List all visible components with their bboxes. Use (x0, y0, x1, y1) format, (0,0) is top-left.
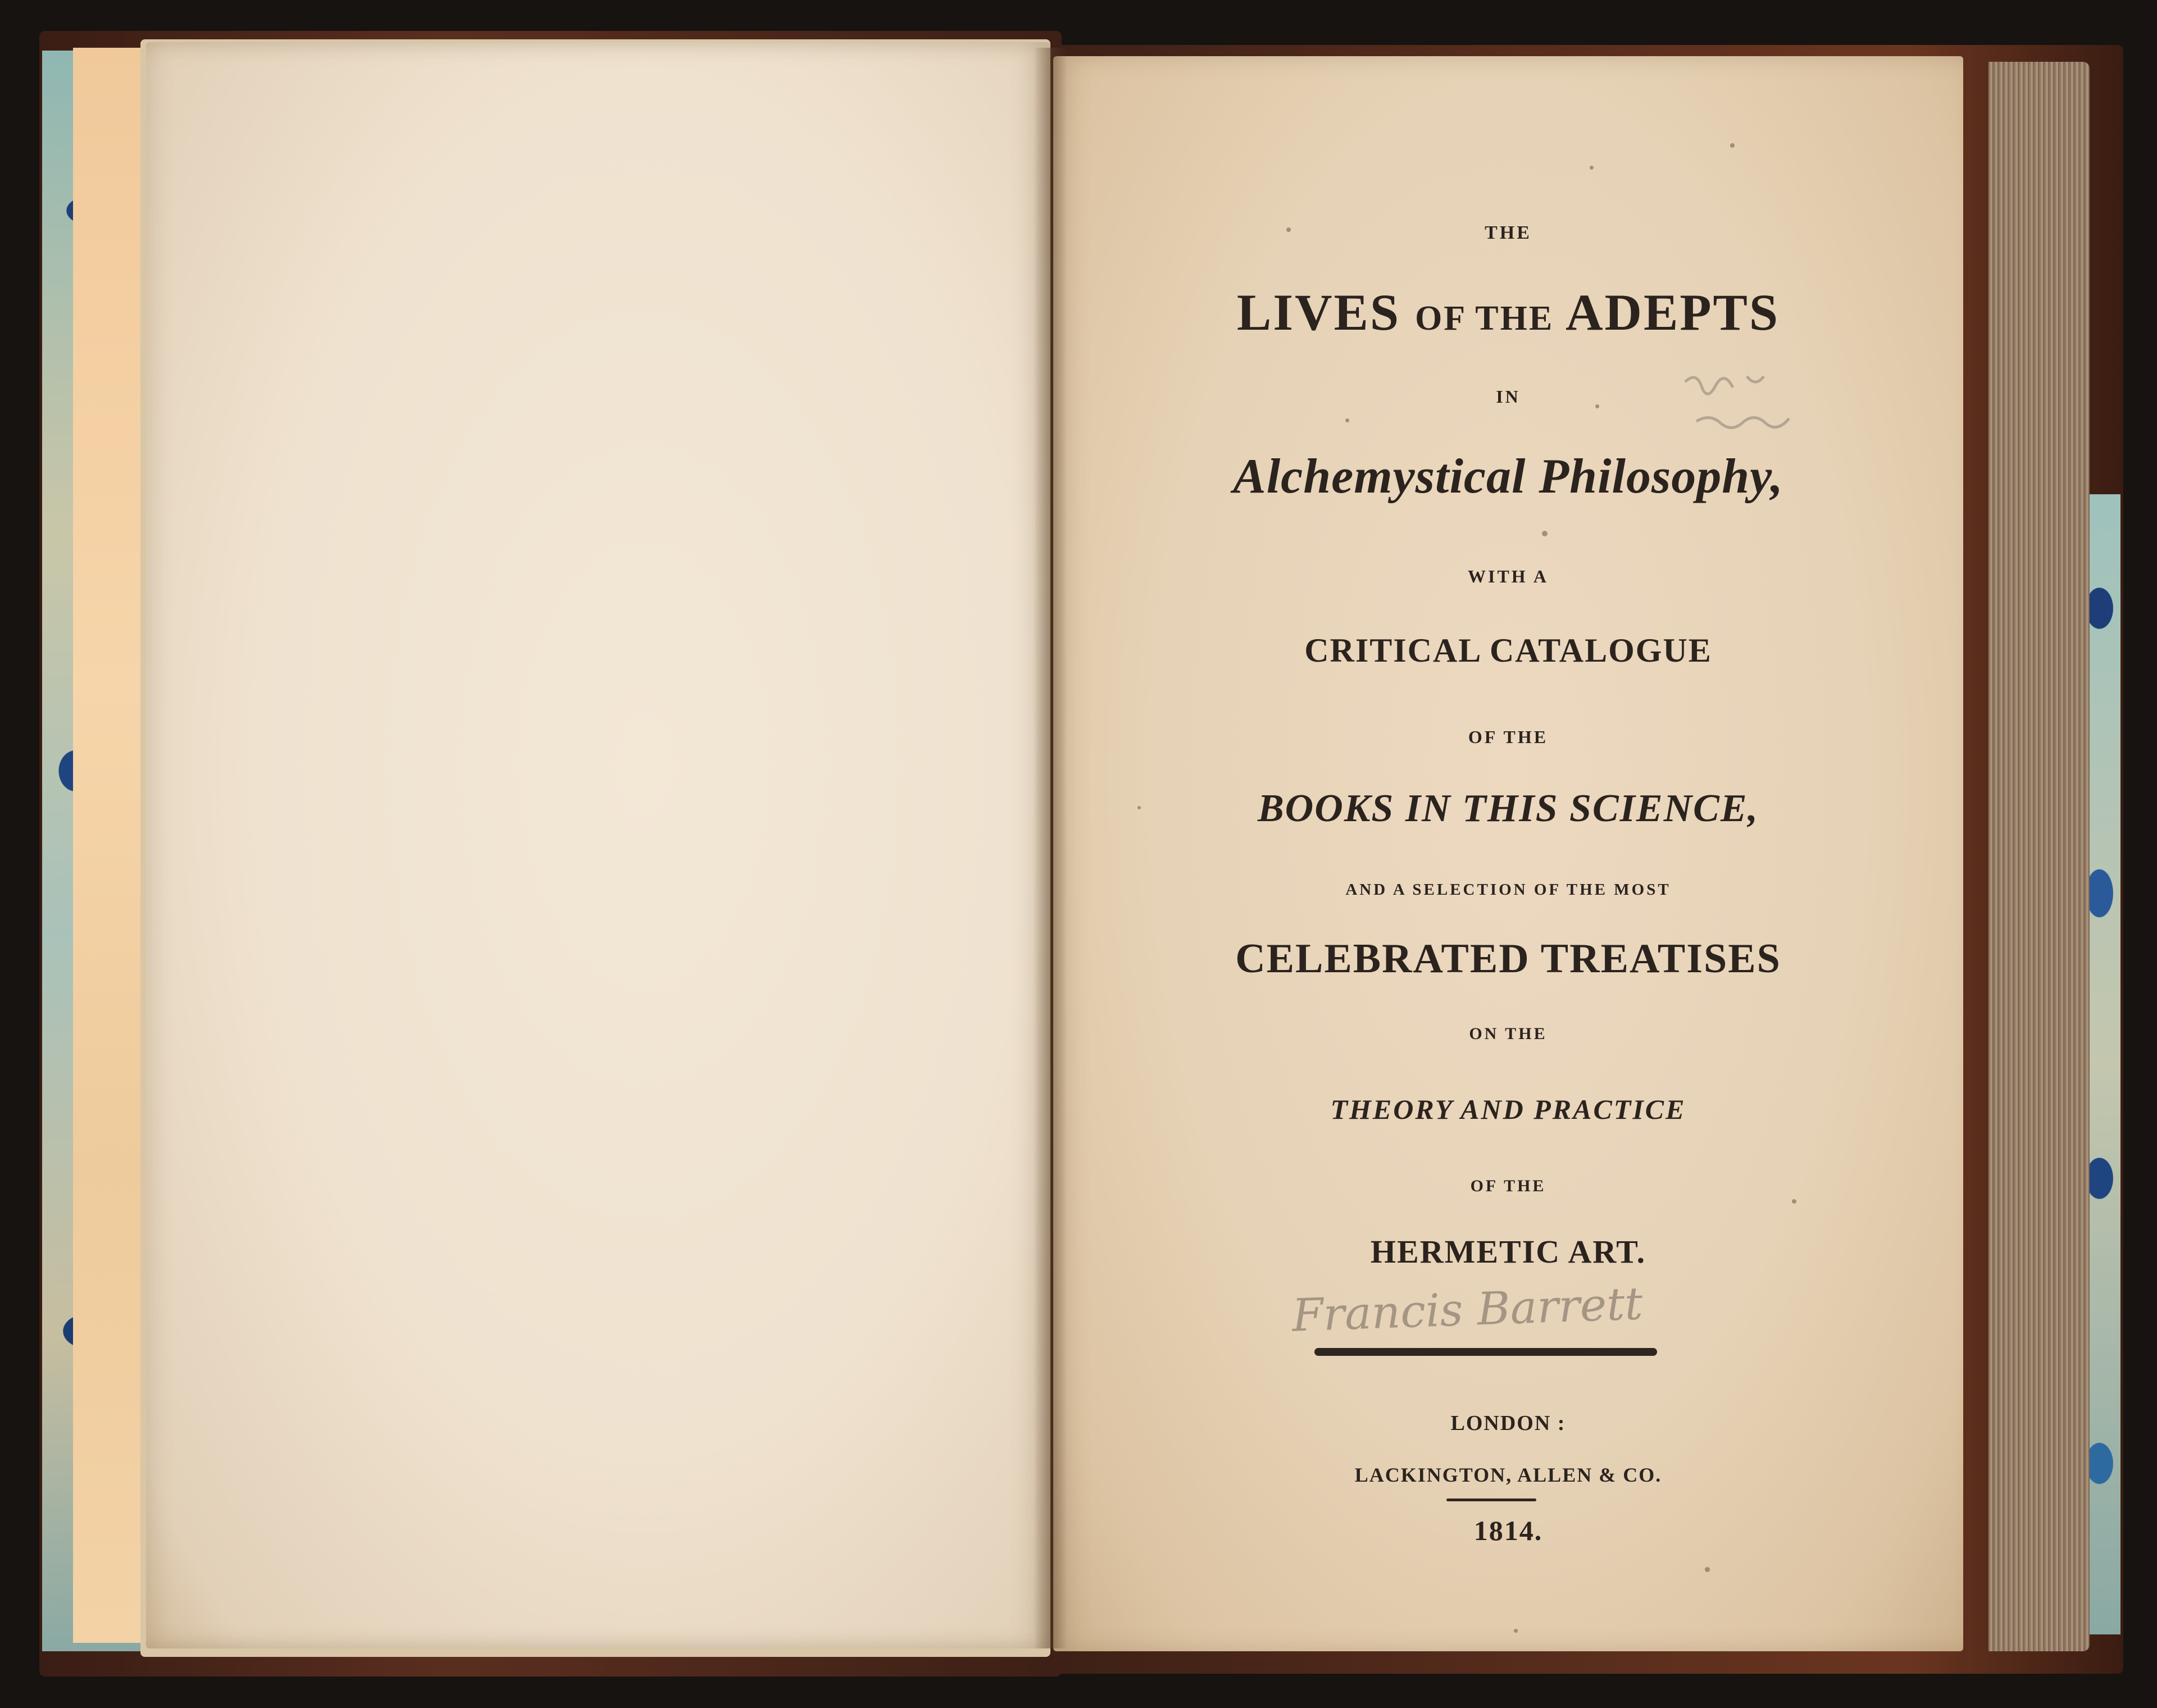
title-line-critical-catalogue: CRITICAL CATALOGUE (1304, 632, 1712, 669)
foxing-spot (1542, 531, 1548, 536)
title-line-with-a: WITH A (1467, 566, 1549, 586)
title-line-books-in-this-science: BOOKS IN THIS SCIENCE, (1257, 787, 1759, 830)
foxing-spot (1345, 418, 1349, 422)
foxing-spot (1705, 1567, 1710, 1572)
foxing-spot (1590, 166, 1594, 170)
title-line-of-the-1: OF THE (1468, 727, 1549, 747)
imprint-publisher: LACKINGTON, ALLEN & CO. (1354, 1464, 1662, 1486)
foxing-spot (1514, 1629, 1518, 1633)
title-word-lives: LIVES (1236, 284, 1401, 341)
decorative-rule (1314, 1348, 1657, 1356)
title-line-in: IN (1496, 386, 1521, 407)
title-line-the: THE (1485, 222, 1532, 243)
imprint-year: 1814. (1473, 1515, 1543, 1546)
title-line-lives-of-the-adepts (1053, 284, 1963, 341)
title-line-celebrated-treatises: CELEBRATED TREATISES (1235, 936, 1781, 982)
title-word-of-the: OF THE (1415, 299, 1554, 338)
short-rule (1446, 1499, 1536, 1501)
page-block-edges (1988, 62, 2090, 1651)
title-line-on-the: ON THE (1469, 1024, 1548, 1043)
title-line-alchemystical-philosophy: Alchemystical Philosophy, (1233, 449, 1783, 504)
imprint-place: LONDON : (1450, 1411, 1566, 1435)
title-line-and-a-selection: AND A SELECTION OF THE MOST (1345, 881, 1671, 899)
title-line-of-the-2: OF THE (1470, 1177, 1546, 1195)
foxing-spot (1730, 143, 1735, 148)
title-word-adepts: ADEPTS (1566, 284, 1780, 341)
handwritten-signature: Francis Barrett (1291, 1277, 1644, 1342)
foxing-spot (1792, 1199, 1796, 1204)
title-line-hermetic-art: HERMETIC ART. (1370, 1233, 1646, 1270)
blank-verso-page (146, 42, 1050, 1648)
title-line-theory-and-practice: THEORY AND PRACTICE (1330, 1094, 1686, 1125)
